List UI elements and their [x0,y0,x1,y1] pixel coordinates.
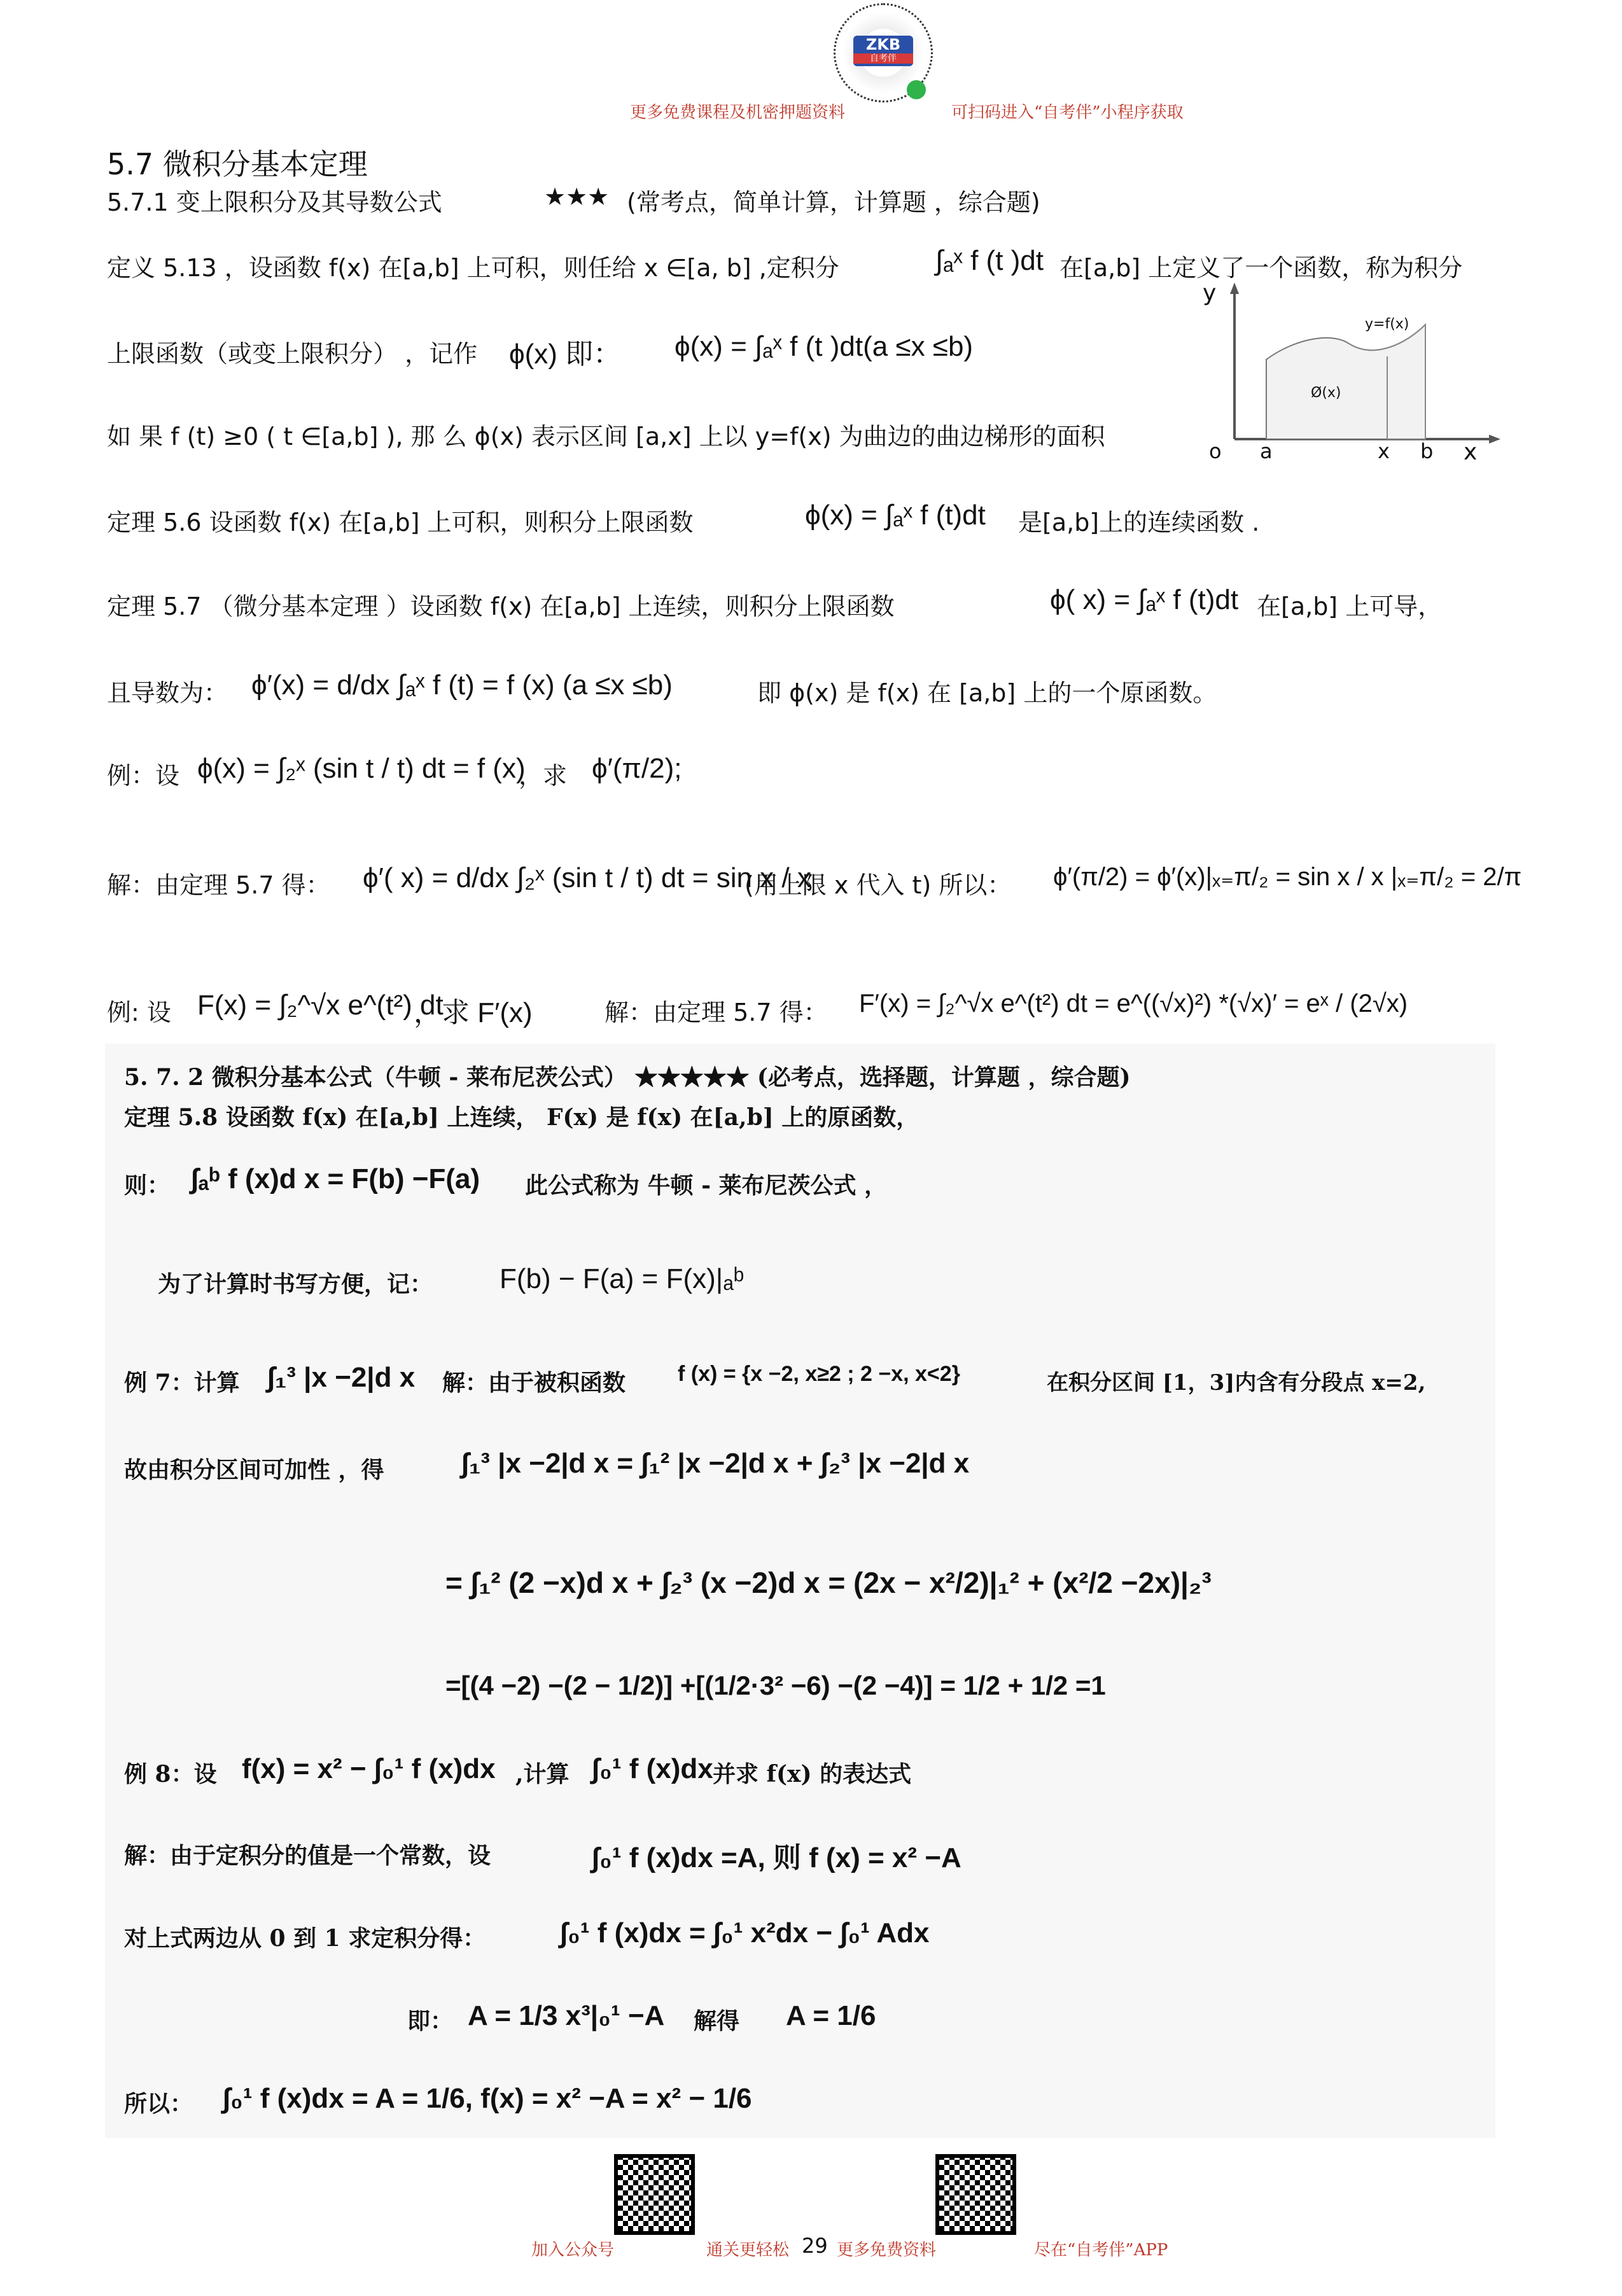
def-513-tail: 在[a,b] 上定义了一个函数，称为积分 [1059,254,1463,282]
scan-heading: 5. 7. 2 微积分基本公式（牛顿 - 莱布尼茨公式） ★★★★★ (必考点，选择题，计算题 ，综合题) [124,1064,1131,1091]
header-right-note: 可扫码进入“自考伴”小程序获取 [951,103,1184,122]
ex1-formula: ϕ(x) = ∫₂ˣ (sin t / t) dt = f (x) [197,753,526,784]
note-lead: 为了计算时书写方便，记： [158,1271,433,1298]
ex2-solution-lead: 解：由定理 5.7 得： [605,998,828,1026]
graph-origin-label: o [1209,439,1222,463]
ex7-lead: 例 7：计算 [124,1369,240,1396]
ex1-ask: ϕ′(π/2); [592,753,682,784]
def-513-line2a: 上限函数（或变上限积分） ，记作 [107,340,478,368]
ex7-integral: ∫₁³ |x −2|d x [267,1362,416,1393]
ex8-result-lead: 所以： [124,2090,193,2117]
qr-code-left [614,2154,695,2235]
thm-57-text: 定理 5.7 （微分基本定理 ）设函数 f(x) 在[a,b] 上连续，则积分上限函数 [107,592,895,620]
ex7-line2-lead: 故由积分区间可加性 ，得 [124,1457,384,1483]
graph-x-tick: x [1378,439,1390,463]
thm-57-line2-formula: ϕ′(x) = d/dx ∫ₐˣ f (t) = f (x) (a ≤x ≤b) [251,669,673,701]
area-graph [1196,280,1502,477]
page-number: 29 [802,2234,828,2258]
thm-56-formula: ϕ(x) = ∫ₐˣ f (t)dt [805,500,986,531]
ex1-text: 例：设 [107,762,180,790]
ex8-solution-lead: 解：由于定积分的值是一个常数，设 [124,1842,491,1869]
thm-57-formula: ϕ( x) = ∫ₐˣ f (t)dt [1050,584,1239,615]
qr-code-right [935,2154,1016,2235]
nl-lead: 则： [124,1172,171,1199]
ex8-solve-lead: 解得 [694,2008,740,2034]
def-513-lead: 定义 5.13 ，设函数 f(x) 在[a,b] 上可积，则任给 x ∈[a, b] ,定积分 [107,254,839,282]
ex1-solution-note: (用上限 x 代入 t) 所以： [745,871,1012,899]
ex1-solution-lead: 解：由定理 5.7 得： [107,871,330,899]
ex7-piecewise: f (x) = {x −2, x≥2 ; 2 −x, x<2} [678,1362,960,1386]
ex1-solution-formula: ϕ′( x) = d/dx ∫₂ˣ (sin t / t) dt = sin x / x [363,862,811,893]
graph-y-label: y [1203,280,1217,306]
ex8-ie: A = 1/3 x³|₀¹ −A [468,2000,665,2031]
thm-57-line2a: 且导数为： [107,679,228,707]
ex8-lead: 例 8：设 [124,1761,217,1788]
ex8-solve: A = 1/6 [786,2000,876,2031]
ex2-formula: F(x) = ∫₂^√x e^(t²) dt [197,990,444,1021]
ex7-line4: =[(4 −2) −(2 − 1/2)] +[(1/2·3² −6) −(2 −4)] = 1/2 + 1/2 =1 [445,1670,1106,1700]
thm-56-text: 定理 5.6 设函数 f(x) 在[a,b] 上可积，则积分上限函数 [107,508,694,536]
footer-mid: 通关更轻松 [706,2241,790,2260]
ex8-result: ∫₀¹ f (x)dx = A = 1/6, f(x) = x² −A = x² − 1/6 [223,2083,752,2114]
ex8-step-lead: 对上式两边从 0 到 1 求定积分得： [124,1925,486,1952]
graph-a-label: a [1260,439,1273,463]
ex7-line3: = ∫₁² (2 −x)d x + ∫₂³ (x −2)d x = (2x − x²/2)|₁² + (x²/2 −2x)|₂³ [445,1566,1212,1599]
graph-x-label: x [1464,439,1478,465]
ex2-mid: ，求 F′(x) [414,997,533,1028]
footer-more: 更多免费资料 [837,2241,937,2260]
graph-area-label: Ø(x) [1311,385,1341,401]
def-513-line2c: ϕ(x) = ∫ₐˣ f (t )dt(a ≤x ≤b) [675,331,974,362]
subsection-stars: ★★★ [544,183,610,211]
header-left-note: 更多免费课程及机密押题资料 [630,103,846,122]
ex8-step: ∫₀¹ f (x)dx = ∫₀¹ x²dx − ∫₀¹ Adx [560,1917,930,1949]
graph-b-label: b [1420,439,1434,463]
ex8-solution-formula: ∫₀¹ f (x)dx =A, 则 f (x) = x² −A [592,1842,961,1873]
nl-tail: 此公式称为 牛顿 - 莱布尼茨公式 ， [525,1172,888,1199]
thm-56-tail: 是[a,b]上的连续函数 . [1018,508,1260,536]
ex8-tail: 并求 f(x) 的表达式 [713,1761,912,1788]
ex2-text: 例: 设 [107,998,171,1026]
thm-58-text: 定理 5.8 设函数 f(x) 在[a,b] 上连续， F(x) 是 f(x) 在[a,b] 上的原函数， [124,1104,919,1131]
ex2-solution-formula: F′(x) = ∫₂^√x e^(t²) dt = e^((√x)²) *(√x)′ = eˣ / (2√x) [859,990,1408,1018]
def-513-formula: ∫ₐˣ f (t )dt [935,245,1044,276]
nl-formula: ∫ₐᵇ f (x)d x = F(b) −F(a) [191,1163,480,1194]
ex1-solution-result: ϕ′(π/2) = ϕ′(x)|ₓ₌π/₂ = sin x / x |ₓ₌π/₂ = 2/π [1053,863,1522,891]
footer-left: 加入公众号 [531,2241,615,2260]
thm-57-line2-tail: 即 ϕ(x) 是 f(x) 在 [a,b] 上的一个原函数。 [757,679,1217,707]
logo-badge: ZKB 自考伴 [853,36,913,66]
def-513-line2b: ϕ(x) 即： [509,339,622,370]
ex7-solution: 解：由于被积函数 [442,1369,626,1396]
footer-right: 尽在“自考伴”APP [1034,2241,1168,2260]
wechat-icon [907,80,926,99]
ex8-mid: ,计算 [515,1761,570,1788]
section-title: 5.7 微积分基本定理 [107,147,368,181]
ex7-line2: ∫₁³ |x −2|d x = ∫₁² |x −2|d x + ∫₂³ |x −2|d x [461,1448,970,1479]
subsection-note: (常考点，简单计算，计算题 ，综合题) [627,188,1040,216]
ex8-integral: ∫₀¹ f (x)dx [592,1753,713,1784]
ex8-ie-lead: 即： [407,2008,454,2034]
ex1-mid: ，求 [519,762,568,790]
graph-curve-label: y=f(x) [1365,316,1409,332]
ex7-tail: 在积分区间 [1，3]内含有分段点 x=2, [1047,1370,1426,1396]
ex8-formula: f(x) = x² − ∫₀¹ f (x)dx [242,1753,496,1784]
subsection-title: 5.7.1 变上限积分及其导数公式 [107,188,442,216]
def-513-line3: 如 果 f (t) ≥0 ( t ∈[a,b] ), 那 么 ϕ(x) 表示区间 [a,x] 上以 y=f(x) 为曲边的曲边梯形的面积 [107,423,1105,451]
thm-57-tail: 在[a,b] 上可导， [1257,592,1443,620]
logo [834,3,933,102]
note-formula: F(b) − F(a) = F(x)|ₐᵇ [500,1263,745,1294]
